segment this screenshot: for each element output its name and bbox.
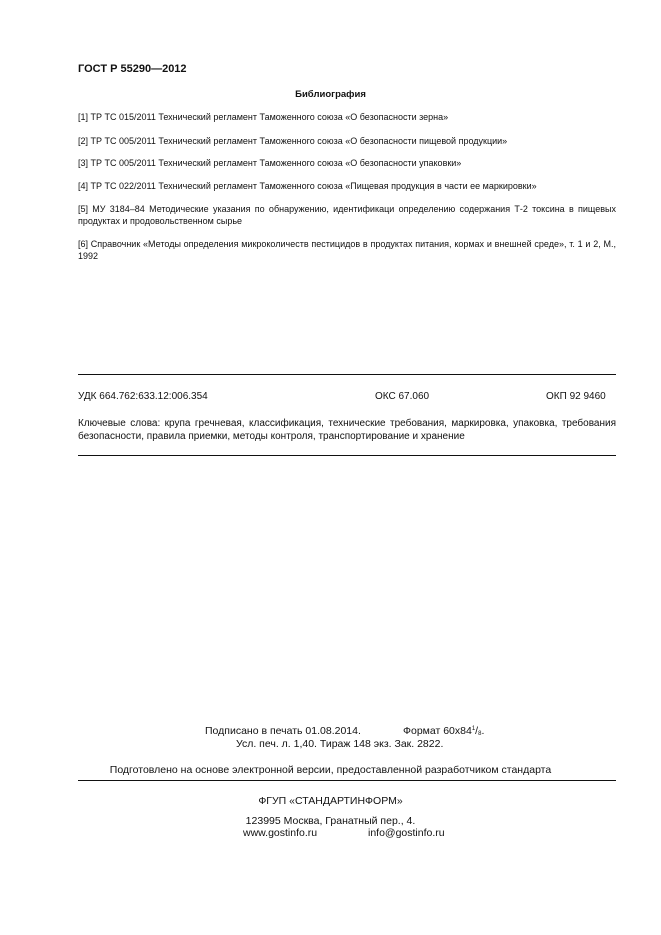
keywords: Ключевые слова: крупа гречневая, классификация, технические требования, маркировка, упаковка, требования безопасности, правила приемки, методы контроля, транспортирование и хранение — [78, 418, 616, 442]
bibliography-ref-3: [3] ТР ТС 005/2011 Технический регламент Таможенного союза «О безопасности упаковки» — [78, 158, 462, 168]
bibliography-title: Библиография — [295, 89, 366, 100]
divider-bottom — [78, 455, 616, 456]
udk-code: УДК 664.762:633.12:006.354 — [78, 391, 208, 402]
signed-date: Подписано в печать 01.08.2014. — [205, 725, 361, 737]
paper-format-numerator: 1 — [471, 726, 476, 732]
document-number: ГОСТ Р 55290—2012 — [78, 63, 187, 75]
paper-format: Формат $60х84^1/_8$. — [403, 725, 485, 737]
okp-code: ОКП 92 9460 — [546, 391, 606, 402]
divider-imprint — [78, 780, 616, 781]
paper-format-label: Формат 60х84 — [403, 725, 472, 737]
bibliography-ref-4: [4] ТР ТС 022/2011 Технический регламент Таможенного союза «Пищевая продукция в части ее маркировки» — [78, 181, 537, 191]
oks-code: ОКС 67.060 — [375, 391, 430, 402]
bibliography-ref-2: [2] ТР ТС 005/2011 Технический регламент Таможенного союза «О безопасности пищевой продукции» — [78, 136, 508, 146]
paper-format-denominator: 8 — [478, 731, 482, 737]
bibliography-ref-1: [1] ТР ТС 015/2011 Технический регламент Таможенного союза «О безопасности зерна» — [78, 112, 449, 122]
bibliography-ref-6: [6] Справочник «Методы определения микроколичеств пестицидов в продуктах питания, кормах и внешней среде», т. 1 и 2, М., 1992 — [78, 239, 616, 261]
bibliography-ref-5: [5] МУ 3184–84 Методические указания по обнаружению, идентификаци определению содержания Т-2 токсина в пищевых продуктах и продовольственном сырье — [78, 204, 616, 226]
publisher-name: ФГУП «СТАНДАРТИНФОРМ» — [258, 795, 403, 807]
prepared-note: Подготовлено на основе электронной версии, предоставленной разработчиком стандарта — [109, 764, 552, 776]
publisher-email[interactable]: info@gostinfo.ru — [368, 827, 445, 839]
divider-top — [78, 374, 616, 375]
paper-format-end: . — [481, 725, 485, 737]
publisher-website[interactable]: www.gostinfo.ru — [243, 827, 318, 839]
publisher-address: 123995 Москва, Гранатный пер., 4. — [245, 815, 416, 827]
print-details: Усл. печ. л. 1,40. Тираж 148 экз. Зак. 2822. — [236, 738, 444, 750]
